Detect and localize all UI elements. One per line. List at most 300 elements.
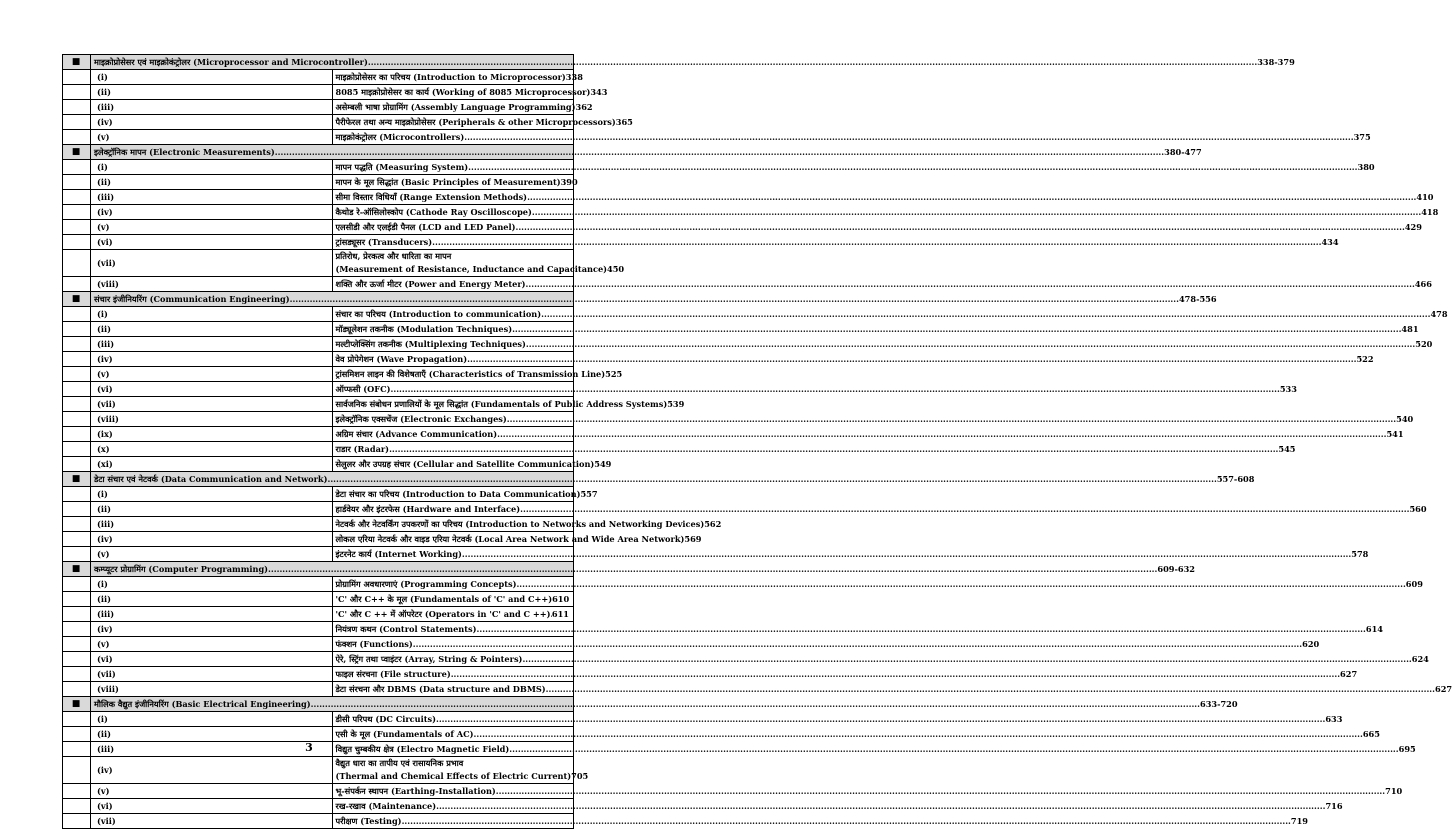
item-text: डेटा संरचना और DBMS (Data structure and DBMS) [335, 683, 546, 694]
item-text: सार्वजनिक संबोधन प्रणालियों के मूल सिद्धांत (Fundamentals of Public Address Systems) [335, 398, 668, 409]
list-item[interactable] [63, 592, 574, 607]
section-heading [91, 562, 1195, 577]
bullet-cell [63, 727, 91, 742]
list-item[interactable] [63, 235, 574, 250]
item-number: (ii) [91, 592, 333, 607]
dot-leader [290, 293, 1179, 306]
item-number: (iv) [91, 532, 333, 547]
item-page: 410 [1416, 191, 1434, 202]
item-number: (ii) [91, 322, 333, 337]
item-text: ऑप्फसी (OFC) [335, 383, 391, 394]
item-entry [332, 592, 574, 607]
item-number: (vi) [91, 235, 333, 250]
dot-leader [468, 161, 1357, 174]
item-entry [332, 682, 1452, 697]
dot-leader [526, 278, 1415, 291]
item-entry [332, 367, 623, 382]
bullet-cell [63, 712, 91, 727]
item-entry [332, 799, 1343, 814]
bullet-cell [63, 607, 91, 622]
list-item[interactable] [63, 205, 574, 220]
section-bullet-icon: ■ [63, 292, 91, 307]
item-number: (i) [91, 70, 333, 85]
item-text: 'C' और C++ के मूल (Fundamentals of 'C' and C++) [335, 593, 553, 604]
list-item[interactable] [63, 367, 574, 382]
dot-leader [527, 191, 1416, 204]
dot-leader [497, 428, 1386, 441]
dot-leader [275, 146, 1164, 159]
item-text: वेव प्रोपेगेशन (Wave Propagation) [335, 353, 468, 364]
section-heading [91, 55, 1295, 70]
bullet-cell [63, 502, 91, 517]
section-bullet-icon: ■ [63, 472, 91, 487]
section-heading [91, 472, 1255, 487]
bullet-cell [63, 70, 91, 85]
item-entry [332, 757, 589, 784]
item-number: (ii) [91, 727, 333, 742]
page-number: 3 [305, 741, 313, 754]
section-row[interactable] [63, 562, 574, 577]
dot-leader [413, 638, 1302, 651]
section-bullet-icon: ■ [63, 697, 91, 712]
item-number: (vii) [91, 397, 333, 412]
section-title: इलेक्ट्रॉनिक मापन (Electronic Measurements) [94, 146, 275, 157]
bullet-cell [63, 622, 91, 637]
item-text-continued: (Measurement of Resistance, Inductance and Capacitance) [335, 264, 608, 274]
item-number: (ii) [91, 85, 333, 100]
section-bullet-icon: ■ [63, 562, 91, 577]
list-item[interactable] [63, 397, 574, 412]
section-title: मौलिक वैद्युत इंजीनियरिंग (Basic Electrical Engineering) [94, 698, 311, 709]
item-entry [332, 250, 625, 277]
item-number: (viii) [91, 682, 333, 697]
list-item[interactable] [63, 337, 574, 352]
dot-leader [532, 206, 1421, 219]
dot-leader [541, 308, 1430, 321]
item-page: 390 [560, 176, 578, 187]
list-item[interactable] [63, 412, 574, 427]
item-number: (i) [91, 307, 333, 322]
list-item[interactable] [63, 442, 574, 457]
bullet-cell [63, 667, 91, 682]
list-item[interactable] [63, 712, 574, 727]
list-item[interactable] [63, 682, 574, 697]
item-text: सीमा विस्तार विधियाँ (Range Extension Methods) [335, 191, 528, 202]
item-number: (v) [91, 637, 333, 652]
item-entry [332, 517, 722, 532]
item-number: (ii) [91, 175, 333, 190]
list-item[interactable] [63, 457, 574, 472]
item-entry [332, 652, 1429, 667]
list-item[interactable] [63, 100, 574, 115]
dot-leader [436, 713, 1325, 726]
item-page: 665 [1362, 728, 1380, 739]
list-item[interactable] [63, 622, 574, 637]
bullet-cell [63, 130, 91, 145]
item-number: (x) [91, 442, 333, 457]
item-number: (i) [91, 160, 333, 175]
item-text: माइक्रोप्रोसेसर का परिचय (Introduction to Microprocessor) [335, 71, 566, 82]
item-page: 545 [1278, 443, 1296, 454]
list-item[interactable] [63, 757, 574, 784]
list-item[interactable] [63, 427, 574, 442]
section-row[interactable] [63, 55, 574, 70]
item-text: प्रोग्रामिंग अवधारणाएं (Programming Concepts) [335, 578, 517, 589]
item-text: डेटा संचार का परिचय (Introduction to Data Communication) [335, 488, 581, 499]
list-item[interactable] [63, 799, 574, 814]
item-text: माइक्रोकंट्रोलर (Microcontrollers) [335, 131, 465, 142]
dot-leader [515, 221, 1404, 234]
list-item[interactable] [63, 487, 574, 502]
dot-leader [512, 323, 1401, 336]
item-text: ऐरे, स्ट्रिंग तथा प्वाइंटर (Array, String & Pointers) [335, 653, 523, 664]
contents-table [62, 54, 1452, 829]
list-item[interactable] [63, 190, 574, 205]
item-text: रख-रखाव (Maintenance) [335, 800, 437, 811]
section-heading [91, 697, 1238, 712]
item-page: 450 [607, 264, 625, 274]
bullet-cell [63, 397, 91, 412]
item-page: 481 [1401, 323, 1419, 334]
item-text: इंटरनेट कार्य (Internet Working) [335, 548, 462, 559]
item-number: (vi) [91, 382, 333, 397]
item-page: 557 [580, 488, 598, 499]
item-text: वैद्युत धारा का तापीय एवं रासायनिक प्रभाव [335, 758, 464, 768]
list-item[interactable] [63, 814, 574, 829]
list-item[interactable] [63, 250, 574, 277]
item-page: 478 [1430, 308, 1448, 319]
item-number: (iii) [91, 607, 333, 622]
section-heading [91, 292, 1217, 307]
item-number: (v) [91, 784, 333, 799]
item-text: शक्ति और ऊर्जा मीटर (Power and Energy Meter) [335, 278, 526, 289]
dot-leader [432, 236, 1321, 249]
bullet-cell [63, 160, 91, 175]
list-item[interactable] [63, 532, 574, 547]
bullet-cell [63, 517, 91, 532]
section-pages: 380-477 [1164, 146, 1202, 157]
item-page: 614 [1365, 623, 1383, 634]
item-number: (vi) [91, 652, 333, 667]
item-page: 627 [1340, 668, 1358, 679]
list-item[interactable] [63, 517, 574, 532]
item-entry [332, 667, 1358, 682]
item-page: 375 [1353, 131, 1371, 142]
item-page: 380 [1357, 161, 1375, 172]
item-entry [332, 427, 1404, 442]
bullet-cell [63, 682, 91, 697]
list-item[interactable] [63, 115, 574, 130]
item-page: 710 [1385, 785, 1403, 796]
item-entry [332, 637, 1320, 652]
item-page: 609 [1405, 578, 1423, 589]
section-row[interactable] [63, 697, 574, 712]
item-entry [332, 100, 593, 115]
dot-leader [268, 563, 1157, 576]
item-text: असेम्बली भाषा प्रोग्रामिंग (Assembly Language Programming) [335, 101, 576, 112]
section-pages: 557-608 [1216, 473, 1255, 484]
dot-leader [477, 623, 1366, 636]
dot-leader [522, 653, 1411, 666]
list-item[interactable] [63, 175, 574, 190]
item-text-continued: (Thermal and Chemical Effects of Electric Current) [335, 771, 572, 781]
item-number: (iii) [91, 517, 333, 532]
item-text: 'C' और C ++ में ऑपरेटर (Operators in 'C' and C ++) [335, 608, 551, 619]
item-text: संचार का परिचय (Introduction to communication) [335, 308, 542, 319]
item-entry [332, 115, 633, 130]
dot-leader [389, 443, 1278, 456]
item-number: (i) [91, 487, 333, 502]
bullet-cell [63, 442, 91, 457]
item-page: 434 [1321, 236, 1339, 247]
dot-leader [462, 548, 1351, 561]
item-entry [332, 175, 578, 190]
bullet-cell [63, 235, 91, 250]
item-page: 716 [1325, 800, 1343, 811]
bullet-cell [63, 457, 91, 472]
item-entry [332, 85, 608, 100]
item-entry [332, 382, 1297, 397]
item-text: लोकल एरिया नेटवर्क और वाइड एरिया नेटवर्क (Local Area Network and Wide Area Network) [335, 533, 685, 544]
item-page: 610 [552, 593, 570, 604]
section-row[interactable] [63, 472, 574, 487]
item-page: 578 [1351, 548, 1369, 559]
list-item[interactable] [63, 220, 574, 235]
bullet-cell [63, 814, 91, 829]
item-number: (iv) [91, 115, 333, 130]
section-title: डेटा संचार एवं नेटवर्क (Data Communication and Network) [94, 473, 328, 484]
item-text: पैरीफेरल तथा अन्य माइक्रोप्रोसेसर (Peripherals & other Microprocessors) [335, 116, 616, 127]
dot-leader [507, 413, 1396, 426]
item-entry [332, 607, 574, 622]
item-page: 624 [1411, 653, 1429, 664]
item-page: 365 [615, 116, 633, 127]
item-entry [332, 784, 1403, 799]
bullet-cell [63, 100, 91, 115]
item-page: 719 [1290, 815, 1308, 826]
item-page: 418 [1421, 206, 1439, 217]
list-item[interactable] [63, 652, 574, 667]
dot-leader [402, 815, 1291, 828]
list-item[interactable] [63, 382, 574, 397]
table-of-contents [62, 54, 1452, 829]
bullet-cell [63, 382, 91, 397]
list-item[interactable] [63, 784, 574, 799]
bullet-cell [63, 220, 91, 235]
item-text: नेटवर्क और नेटवर्किंग उपकरणों का परिचय (Introduction to Networks and Networking Devices) [335, 518, 705, 529]
item-number: (v) [91, 367, 333, 382]
item-text: राडार (Radar) [335, 443, 390, 454]
dot-leader [451, 668, 1340, 681]
item-entry [332, 487, 598, 502]
list-item[interactable] [63, 130, 574, 145]
item-number: (viii) [91, 412, 333, 427]
bullet-cell [63, 637, 91, 652]
item-number: (viii) [91, 277, 333, 292]
item-page: 520 [1415, 338, 1433, 349]
item-number: (vii) [91, 667, 333, 682]
bullet-cell [63, 577, 91, 592]
item-entry [332, 235, 1339, 250]
item-number: (vi) [91, 799, 333, 814]
item-text: सेलुलर और उपग्रह संचार (Cellular and Satellite Communication) [335, 458, 595, 469]
bullet-cell [63, 784, 91, 799]
dot-leader [520, 503, 1409, 516]
item-number: (iii) [91, 190, 333, 205]
item-entry [332, 442, 1296, 457]
bullet-cell [63, 412, 91, 427]
section-heading [91, 145, 1202, 160]
item-entry [332, 307, 1448, 322]
dot-leader [327, 473, 1216, 486]
item-page: 611 [551, 608, 569, 619]
dot-leader [526, 338, 1415, 351]
item-page: 562 [704, 518, 722, 529]
item-entry [332, 160, 1375, 175]
item-number: (iii) [91, 742, 333, 757]
item-entry [332, 352, 1374, 367]
list-item[interactable] [63, 70, 574, 85]
dot-leader [368, 56, 1257, 69]
item-entry [332, 205, 1439, 220]
section-row[interactable] [63, 292, 574, 307]
bullet-cell [63, 487, 91, 502]
bullet-cell [63, 337, 91, 352]
list-item[interactable] [63, 502, 574, 517]
section-row[interactable] [63, 145, 574, 160]
section-bullet-icon: ■ [63, 55, 91, 70]
bullet-cell [63, 250, 91, 277]
section-pages: 633-720 [1200, 698, 1238, 709]
list-item[interactable] [63, 667, 574, 682]
dot-leader [436, 800, 1325, 813]
item-entry [332, 457, 612, 472]
item-page: 705 [571, 771, 589, 781]
item-page: 620 [1302, 638, 1320, 649]
dot-leader [509, 743, 1398, 756]
item-text: नियंत्रण कथन (Control Statements) [335, 623, 477, 634]
bullet-cell [63, 85, 91, 100]
item-number: (v) [91, 220, 333, 235]
item-page: 533 [1279, 383, 1297, 394]
item-entry [332, 397, 685, 412]
item-page: 525 [605, 368, 623, 379]
bullet-cell [63, 322, 91, 337]
list-item[interactable] [63, 307, 574, 322]
dot-leader [546, 683, 1435, 696]
bullet-cell [63, 115, 91, 130]
list-item[interactable] [63, 277, 574, 292]
item-number: (ii) [91, 502, 333, 517]
section-title: माइक्रोप्रोसेसर एवं माइक्रोकंट्रोलर (Microprocessor and Microcontroller) [94, 56, 368, 67]
item-page: 338 [565, 71, 583, 82]
item-number: (i) [91, 712, 333, 727]
item-text: भू-संपर्कन स्थापन (Earthing-Installation) [335, 785, 496, 796]
item-page: 549 [594, 458, 612, 469]
item-entry [332, 712, 1343, 727]
item-page: 633 [1325, 713, 1343, 724]
item-number: (iv) [91, 757, 333, 784]
list-item[interactable] [63, 160, 574, 175]
bullet-cell [63, 652, 91, 667]
bullet-cell [63, 799, 91, 814]
bullet-cell [63, 532, 91, 547]
section-title: संचार इंजीनियरिंग (Communication Engineering) [94, 293, 290, 304]
item-number: (iii) [91, 100, 333, 115]
item-page: 343 [590, 86, 608, 97]
item-number: (iv) [91, 622, 333, 637]
item-text: फाइल संरचना (File structure) [335, 668, 451, 679]
item-number: (iii) [91, 337, 333, 352]
list-item[interactable] [63, 547, 574, 562]
list-item[interactable] [63, 727, 574, 742]
item-page: 569 [684, 533, 702, 544]
bullet-cell [63, 205, 91, 220]
bullet-cell [63, 757, 91, 784]
item-text: मापन पद्धति (Measuring System) [335, 161, 469, 172]
item-entry [332, 277, 1432, 292]
item-entry [332, 502, 1427, 517]
item-text: विद्युत चुम्बकीय क्षेत्र (Electro Magnetic Field) [335, 743, 510, 754]
item-entry [332, 70, 583, 85]
item-entry [332, 547, 1369, 562]
list-item[interactable] [63, 352, 574, 367]
item-number: (ix) [91, 427, 333, 442]
item-page: 627 [1435, 683, 1452, 694]
item-text: इलेक्ट्रॉनिक एक्सचेंज (Electronic Exchanges) [335, 413, 507, 424]
item-text: एसी के मूल (Fundamentals of AC) [335, 728, 474, 739]
item-page: 695 [1398, 743, 1416, 754]
bullet-cell [63, 592, 91, 607]
item-entry [332, 337, 1433, 352]
section-pages: 609-632 [1157, 563, 1195, 574]
list-item[interactable] [63, 607, 574, 622]
item-page: 560 [1409, 503, 1427, 514]
list-item[interactable] [63, 322, 574, 337]
dot-leader [467, 353, 1356, 366]
item-number: (xi) [91, 457, 333, 472]
list-item[interactable] [63, 637, 574, 652]
section-pages: 338-379 [1257, 56, 1295, 67]
item-entry [332, 220, 1422, 235]
dot-leader [391, 383, 1280, 396]
bullet-cell [63, 175, 91, 190]
item-text: प्रतिरोध, प्रेरकत्व और धारिता का मापन [335, 251, 452, 261]
dot-leader [464, 131, 1353, 144]
item-page: 429 [1404, 221, 1422, 232]
item-text: मापन के मूल सिद्धांत (Basic Principles of Measurement) [335, 176, 561, 187]
item-number: (iv) [91, 205, 333, 220]
item-text: डीसी परिपथ (DC Circuits) [335, 713, 436, 724]
item-entry [332, 814, 1308, 829]
item-entry [332, 130, 1371, 145]
list-item[interactable] [63, 85, 574, 100]
item-text: फंक्शन (Functions) [335, 638, 413, 649]
section-bullet-icon: ■ [63, 145, 91, 160]
item-page: 539 [667, 398, 685, 409]
bullet-cell [63, 367, 91, 382]
section-title: कम्प्यूटर प्रोग्रामिंग (Computer Programming) [94, 563, 269, 574]
item-page: 466 [1414, 278, 1432, 289]
item-text: एलसीडी और एलईडी पैनल (LCD and LED Panel) [335, 221, 516, 232]
item-text: 8085 माइक्रोप्रोसेसर का कार्य (Working of 8085 Microprocessor) [335, 86, 591, 97]
bullet-cell [63, 427, 91, 442]
list-item[interactable] [63, 577, 574, 592]
item-entry [332, 622, 1383, 637]
dot-leader [496, 785, 1385, 798]
item-number: (v) [91, 547, 333, 562]
item-text: कैथोड रे-ऑसिलोस्कोप (Cathode Ray Oscilloscope) [335, 206, 532, 217]
